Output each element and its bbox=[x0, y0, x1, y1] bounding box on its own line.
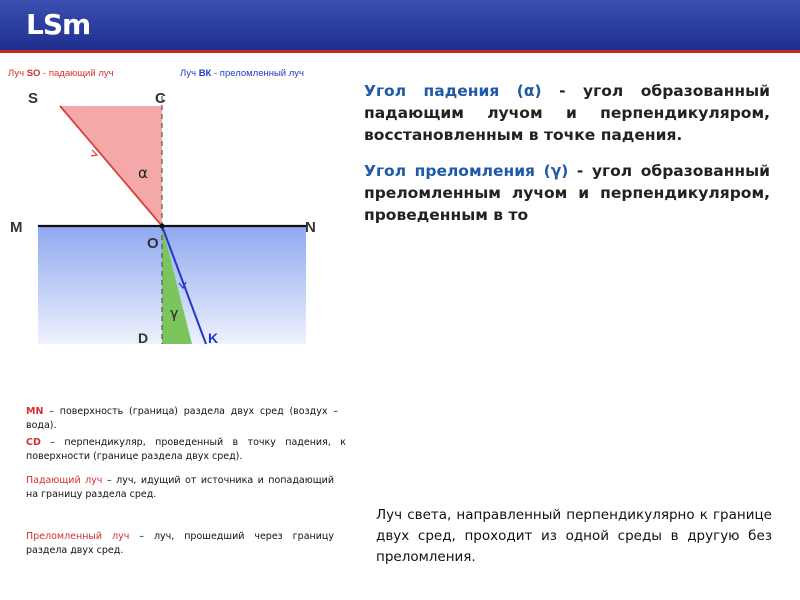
incident-ray-arrow bbox=[91, 150, 97, 156]
note-refracted-ray bbox=[26, 530, 334, 558]
refracted-caption-prefix: Луч bbox=[180, 68, 199, 79]
refracted-caption-code: ВК bbox=[198, 68, 212, 79]
point-o bbox=[160, 224, 165, 229]
note-mn-text: – поверхность (граница) раздела двух сред (воздух –вода). bbox=[26, 406, 338, 431]
note-incident-ray bbox=[26, 474, 334, 502]
incidence-angle-text: - угол образованный падающим лучом и перпендикуляром, восстановленным в точке падения. bbox=[364, 82, 770, 144]
label-gamma: γ bbox=[170, 306, 179, 322]
note-mn bbox=[26, 405, 338, 433]
note-refracted-term: Преломленный луч bbox=[26, 531, 130, 542]
label-s: S bbox=[28, 90, 39, 107]
note-cd bbox=[26, 436, 346, 464]
incident-caption-prefix: Луч bbox=[8, 68, 27, 79]
incidence-angle-definition bbox=[364, 80, 770, 146]
label-d: D bbox=[138, 330, 149, 346]
label-alpha: α bbox=[138, 164, 148, 182]
label-m: M bbox=[10, 219, 23, 236]
note-incident-text: – луч, идущий от источника и попадающий на границу раздела сред. bbox=[26, 475, 335, 500]
label-n: N bbox=[305, 219, 316, 236]
note-mn-term: MN bbox=[26, 406, 44, 417]
label-o: O bbox=[147, 235, 159, 252]
note-cd-term: CD bbox=[26, 437, 41, 448]
label-c: C bbox=[155, 90, 166, 107]
refraction-angle-text: - угол образованный преломленным лучом и перпендикуляром, проведенным в то bbox=[364, 162, 770, 224]
perpendicular-ray-note: Луч света, направленный перпендикулярно к границе двух сред, проходит из одной среды в другую без преломления. bbox=[376, 507, 772, 565]
logo: LSm bbox=[26, 8, 91, 41]
refraction-angle-definition bbox=[364, 160, 770, 256]
refracted-caption-suffix: - преломленный луч bbox=[211, 68, 304, 79]
incident-caption-code: SO bbox=[26, 68, 41, 79]
refraction-angle-term: Угол преломления bbox=[364, 162, 536, 180]
incidence-angle-term: Угол падения bbox=[364, 82, 500, 100]
note-cd-text: – перпендикуляр, проведенный в точку падения, к поверхности (границе раздела двух сред). bbox=[26, 437, 346, 462]
incident-caption-suffix: - падающий луч bbox=[40, 68, 114, 79]
refraction-angle-symbol: (γ) bbox=[543, 162, 569, 180]
label-k: K bbox=[208, 330, 219, 346]
incidence-angle-symbol: (α) bbox=[516, 82, 542, 100]
note-refracted-text: – луч, прошедший через границу раздела двух сред. bbox=[26, 531, 334, 556]
note-incident-term: Падающий луч bbox=[26, 475, 103, 486]
